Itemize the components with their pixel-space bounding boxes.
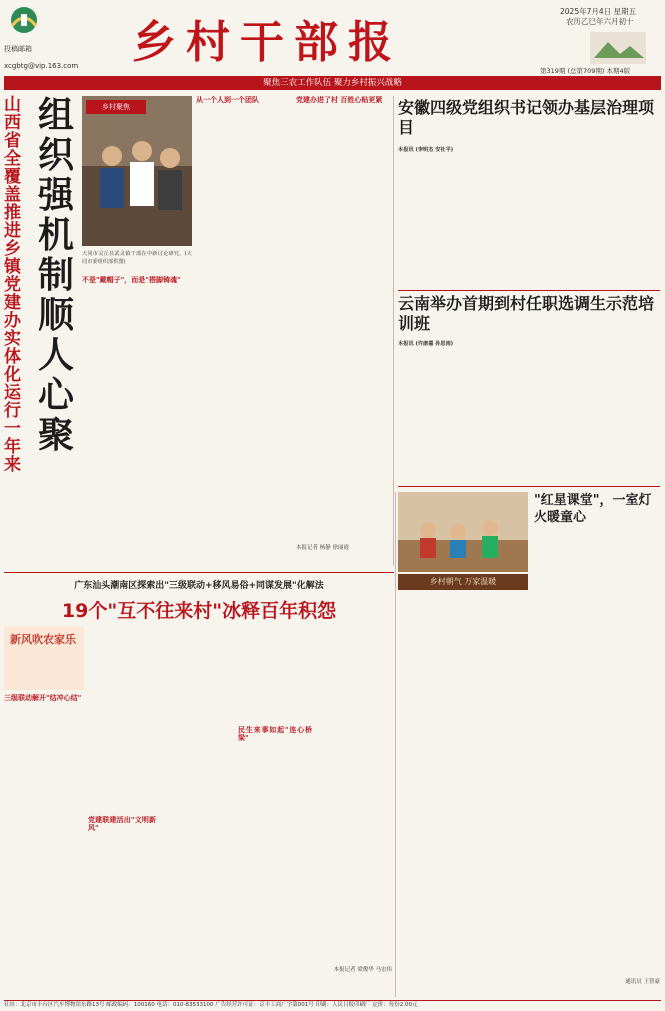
right-mid-byline: 本报讯 (许康嘉 孙思雨): [398, 341, 454, 347]
bottom-tag: 新风吹农家乐: [10, 633, 76, 646]
bottom-body-col1: [4, 694, 84, 994]
right-mid-body-2: [532, 340, 660, 480]
feature-subhead-3: 党建办进了村 百姓心贴更紧: [296, 96, 383, 104]
logo-caption: 投稿邮箱: [4, 45, 32, 53]
right-mid-body-1: [398, 340, 528, 480]
right-low-photo: [398, 492, 528, 572]
feature-subhead-1: 从一个人到一个团队: [196, 96, 259, 104]
photo-caption: 大同市灵丘县武灵镇干部在中新讨论研究。(大同市委组织部供图): [82, 251, 192, 266]
bottom-body-col4: [238, 626, 312, 994]
bottom-byline: 本报记者 梁俊华 马宏伟: [333, 967, 392, 973]
right-low-byline: 通讯员 王智豪: [625, 979, 660, 985]
bottom-body-col5: [316, 626, 392, 994]
rule: [398, 486, 660, 487]
right-top-headline: 安徽四级党组织书记领办基层治理项目: [398, 98, 655, 137]
right-mid-headline: 云南举办首期到村任职选调生示范培训班: [398, 294, 655, 333]
section-tag: 乡村聚焦: [86, 100, 146, 114]
right-low-tag: 乡村朝气 万家温暖: [398, 574, 528, 590]
bottom-headline: 19个"互不往来村"冰释百年积怨: [61, 600, 337, 622]
bottom-kicker: 广东汕头潮南区探索出"三级联动+移风易俗+同谋发展"化解法: [74, 581, 324, 591]
feature-body-col2: [296, 96, 390, 566]
feature-kicker: 山西省全覆盖推进乡镇党建办实体化运行一年来: [4, 95, 21, 475]
decorative-icon: [588, 28, 648, 68]
masthead-title: 乡村干部报: [132, 17, 402, 68]
right-low-body-2: [534, 530, 660, 995]
feature-byline: 本报记者 杨静 徐丽霞: [296, 545, 349, 552]
bottom-tag-box: [4, 626, 84, 690]
bottom-subhead-2: 党建联建活出"文明新风": [88, 816, 156, 833]
bottom-body-col2: [88, 626, 156, 994]
feature-body-col0: [82, 276, 192, 566]
logo-icon: [4, 4, 44, 40]
banner: 聚焦三农工作队伍 聚力乡村振兴战略: [4, 76, 661, 90]
email: xcgbtg@vip.163.com: [4, 62, 79, 70]
date-line: 2025年7月4日 星期五: [560, 7, 637, 16]
right-low-body-1: [398, 594, 528, 994]
feature-photo: [82, 96, 192, 246]
right-low-headline: "红星课堂"，一室灯火暖童心: [534, 493, 652, 525]
divider: [395, 492, 396, 997]
rule: [4, 572, 394, 573]
lunar-date: 农历乙巳年六月初十: [566, 17, 634, 26]
feature-subhead-2: 不是"戴帽子"，而是"搭脚铸魂": [82, 276, 181, 284]
right-top-body-2: [532, 146, 660, 286]
feature-headline: 组织强 机制顺 人心聚: [38, 95, 75, 456]
bottom-subhead-3: 民生来事如起"连心桥梁": [238, 726, 312, 743]
issue-number: 第319期 (总第709期) 本期4版: [540, 67, 631, 75]
right-top-body-1: [398, 146, 528, 286]
right-top-byline: 本报讯 (李明杰 安社平): [398, 147, 454, 153]
rule: [398, 290, 660, 291]
footer: 社址：北京市丰台区汽车博物馆东路13号 邮政编码：100160 电话：010-83533100 广告经营许可证：京丰工商广字第001号 印刷：人民日报印刷厂 定价：每份2.00元: [4, 1000, 661, 1011]
divider: [393, 96, 394, 566]
bottom-body-col3: [160, 626, 234, 994]
feature-body-col1: [196, 96, 291, 566]
bottom-subhead-1: 三级联动解开"结冲心结": [4, 694, 82, 702]
